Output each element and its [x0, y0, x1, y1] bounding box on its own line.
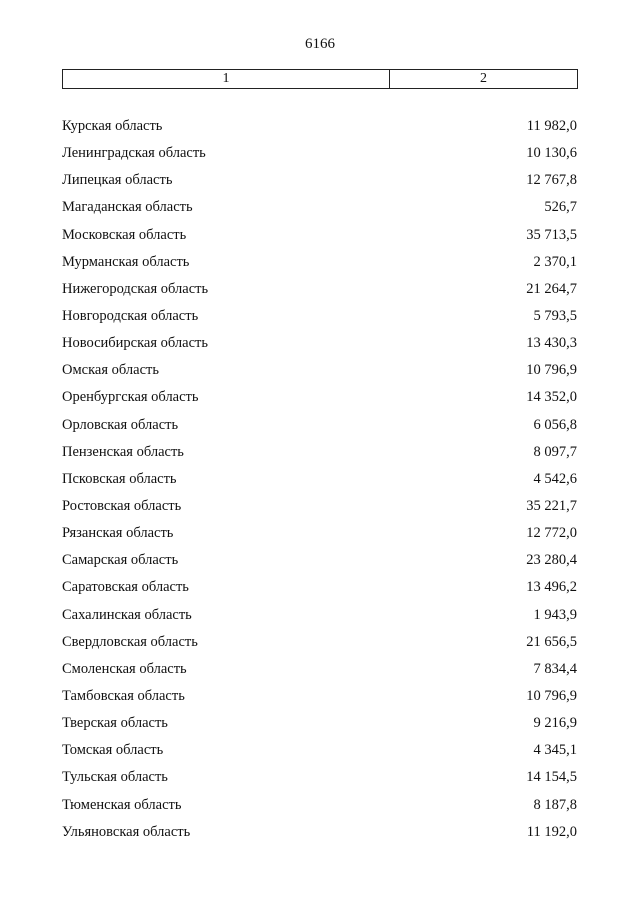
region-value: 7 834,4: [533, 660, 577, 677]
region-value: 2 370,1: [533, 253, 577, 270]
table-row: [62, 412, 577, 439]
region-name: Орловская область: [62, 416, 179, 433]
column-header-1: 1: [63, 70, 390, 88]
table-row: [62, 439, 577, 466]
region-name: Тульская область: [62, 769, 168, 786]
region-value: 1 943,9: [533, 606, 577, 623]
region-value: 35 713,5: [526, 226, 577, 243]
region-name: Тюменская область: [62, 796, 182, 813]
table-row: [62, 792, 577, 819]
region-name: Московская область: [62, 226, 187, 243]
region-value: 526,7: [544, 199, 577, 216]
region-name: Псковская область: [62, 470, 177, 487]
region-value: 8 097,7: [533, 443, 577, 460]
region-value: 11 192,0: [526, 823, 577, 840]
region-name: Самарская область: [62, 552, 179, 569]
column-header-2: 2: [480, 71, 487, 86]
region-value: 14 154,5: [526, 769, 577, 786]
region-name: Свердловская область: [62, 633, 198, 650]
region-name: Новосибирская область: [62, 335, 208, 352]
region-value: 4 345,1: [533, 742, 577, 759]
region-value: 13 430,3: [526, 335, 577, 352]
region-name: Омская область: [62, 362, 159, 379]
region-name: Тамбовская область: [62, 688, 185, 705]
table-row: [62, 656, 577, 683]
table-row: [62, 357, 577, 384]
table-row: [62, 574, 577, 601]
region-name: Курская область: [62, 118, 163, 135]
table-row: [62, 113, 577, 140]
region-value: 21 656,5: [526, 633, 577, 650]
region-name: Тверская область: [62, 715, 168, 732]
region-name: Сахалинская область: [62, 606, 192, 623]
region-name: Ростовская область: [62, 498, 182, 515]
table-row: [62, 819, 577, 846]
region-value: 12 767,8: [526, 172, 577, 189]
region-name: Новгородская область: [62, 308, 199, 325]
table-row: [62, 710, 577, 737]
table-row: [62, 547, 577, 574]
table-row: [62, 764, 577, 791]
region-value: 4 542,6: [533, 470, 577, 487]
region-value: 10 796,9: [526, 688, 577, 705]
region-name: Ульяновская область: [62, 823, 191, 840]
table-row: [62, 493, 577, 520]
region-name: Магаданская область: [62, 199, 193, 216]
region-value: 8 187,8: [533, 796, 577, 813]
region-name: Липецкая область: [62, 172, 173, 189]
region-name: Пензенская область: [62, 443, 184, 460]
table-row: [62, 466, 577, 493]
region-value: 10 130,6: [526, 145, 577, 162]
region-value: 6 056,8: [533, 416, 577, 433]
region-name: Оренбургская область: [62, 389, 199, 406]
region-name: Саратовская область: [62, 579, 189, 596]
table-row: [62, 222, 577, 249]
table-row: [62, 602, 577, 629]
table-row: [62, 194, 577, 221]
region-value: 13 496,2: [526, 579, 577, 596]
table-row: [62, 167, 577, 194]
table-row: [62, 249, 577, 276]
region-value-table: [62, 113, 577, 846]
table-row: [62, 737, 577, 764]
table-row: [62, 384, 577, 411]
table-row: [62, 520, 577, 547]
region-value: 23 280,4: [526, 552, 577, 569]
region-value: 21 264,7: [526, 280, 577, 297]
region-name: Рязанская область: [62, 525, 174, 542]
region-value: 35 221,7: [526, 498, 577, 515]
table-row: [62, 276, 577, 303]
table-row: [62, 330, 577, 357]
region-name: Ленинградская область: [62, 145, 206, 162]
table-row: [62, 629, 577, 656]
region-value: 9 216,9: [533, 715, 577, 732]
region-value: 12 772,0: [526, 525, 577, 542]
page-number: 6166: [305, 36, 335, 52]
table-row: [62, 303, 577, 330]
column-header-row: [62, 69, 578, 89]
table-row: [62, 683, 577, 710]
region-value: 11 982,0: [526, 118, 577, 135]
region-name: Мурманская область: [62, 253, 190, 270]
region-name: Смоленская область: [62, 660, 187, 677]
region-value: 14 352,0: [526, 389, 577, 406]
table-row: [62, 140, 577, 167]
region-value: 5 793,5: [533, 308, 577, 325]
region-name: Нижегородская область: [62, 280, 209, 297]
region-name: Томская область: [62, 742, 164, 759]
region-value: 10 796,9: [526, 362, 577, 379]
